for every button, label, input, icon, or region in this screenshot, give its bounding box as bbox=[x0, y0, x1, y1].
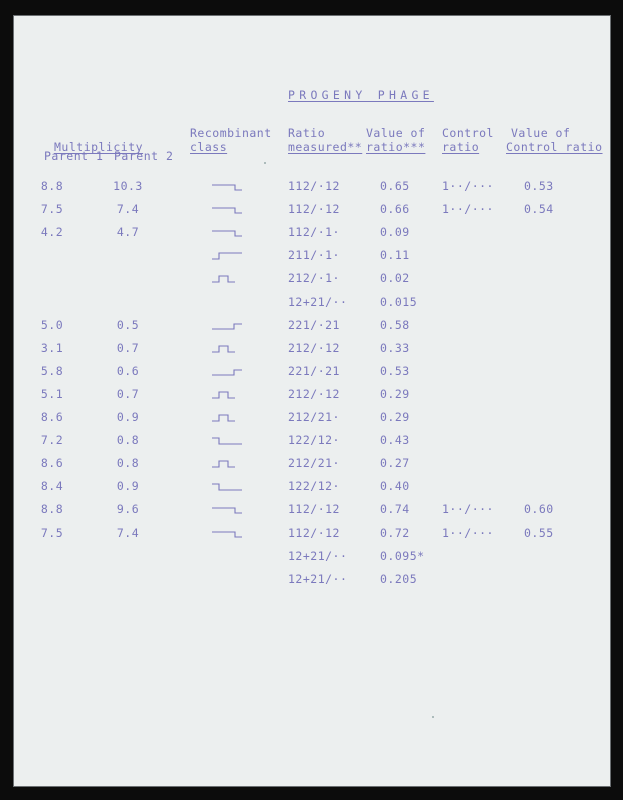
ratio-cell: 112/·12 bbox=[288, 525, 340, 540]
table-row bbox=[14, 433, 612, 451]
control-value-cell: 0.53 bbox=[524, 179, 554, 193]
table-row bbox=[14, 387, 612, 405]
table-row bbox=[14, 502, 612, 520]
parent2-cell: 0.5 bbox=[116, 317, 140, 332]
ratio-cell: 211/·1· bbox=[288, 248, 340, 263]
control-ratio-cell: 1··/··· bbox=[442, 502, 494, 517]
low-step-up-icon bbox=[210, 318, 270, 332]
ratio-cell: 122/12· bbox=[288, 433, 340, 448]
parent2-cell: 0.9 bbox=[116, 410, 140, 424]
ratio-cell: 112/·12 bbox=[288, 179, 340, 193]
col-value-control-line2: Control ratio bbox=[506, 140, 603, 154]
ratio-cell: 12+21/·· bbox=[288, 571, 348, 586]
high-step-down-icon bbox=[210, 433, 270, 447]
parent1-cell: 7.5 bbox=[40, 525, 64, 540]
col-value-control-line1: Value of bbox=[511, 126, 571, 140]
ratio-cell: 12+21/·· bbox=[288, 548, 348, 563]
ratio-cell: 212/·1· bbox=[288, 271, 340, 286]
table-row bbox=[14, 179, 612, 197]
value-cell: 0.65 bbox=[380, 179, 410, 193]
col-value-line2: ratio*** bbox=[366, 140, 426, 154]
parent2-cell: 0.6 bbox=[116, 363, 140, 378]
parent2-cell: 0.7 bbox=[116, 386, 140, 401]
ratio-cell: 221/·21 bbox=[288, 317, 340, 332]
high-step-down-icon bbox=[210, 479, 270, 493]
parent1-cell: 5.0 bbox=[40, 317, 64, 332]
parent2-cell: 9.6 bbox=[116, 502, 140, 517]
value-cell: 0.205 bbox=[380, 571, 418, 586]
parent1-cell: 3.1 bbox=[40, 340, 64, 355]
col-multiplicity: Multiplicity bbox=[54, 140, 144, 154]
parent2-cell: 0.7 bbox=[116, 340, 140, 355]
ratio-cell: 122/12· bbox=[288, 479, 340, 494]
value-cell: 0.11 bbox=[380, 248, 410, 263]
parent1-cell: 8.6 bbox=[40, 410, 64, 424]
table-row bbox=[14, 202, 612, 220]
parent2-cell: 0.8 bbox=[116, 433, 140, 448]
parent2-cell: 0.8 bbox=[116, 456, 140, 471]
progeny-phage-header: PROGENY PHAGE bbox=[288, 88, 434, 102]
parent2-cell: 10.3 bbox=[113, 179, 143, 193]
parent1-cell: 8.4 bbox=[40, 479, 64, 494]
step-down-icon bbox=[210, 202, 270, 216]
subheader-parent1: Parent 1 bbox=[44, 149, 104, 163]
control-ratio-cell: 1··/··· bbox=[442, 202, 494, 217]
control-value-cell: 0.54 bbox=[524, 202, 554, 217]
col-ratio-line1: Ratio bbox=[288, 126, 326, 140]
parent1-cell: 5.8 bbox=[40, 363, 64, 378]
table-row bbox=[14, 295, 612, 313]
table-row bbox=[14, 364, 612, 382]
ratio-cell: 212/·12 bbox=[288, 386, 340, 401]
ratio-cell: 212/·12 bbox=[288, 340, 340, 355]
pulse-icon bbox=[210, 271, 270, 285]
value-cell: 0.40 bbox=[380, 479, 410, 494]
parent1-cell: 8.8 bbox=[40, 179, 64, 193]
parent1-cell: 8.6 bbox=[40, 456, 64, 471]
control-ratio-cell: 1··/··· bbox=[442, 179, 494, 193]
value-cell: 0.09 bbox=[380, 225, 410, 240]
value-cell: 0.02 bbox=[380, 271, 410, 286]
table-row bbox=[14, 341, 612, 359]
document-page bbox=[13, 15, 611, 787]
parent1-cell: 7.5 bbox=[40, 202, 64, 217]
pulse-icon bbox=[210, 387, 270, 401]
col-ratio-line2: measured** bbox=[288, 140, 363, 154]
low-step-up-icon bbox=[210, 364, 270, 378]
table-row bbox=[14, 248, 612, 266]
col-recombinant-line1: Recombinant bbox=[190, 126, 272, 140]
table-row bbox=[14, 549, 612, 567]
step-down-icon bbox=[210, 526, 270, 540]
ratio-cell: 112/·1· bbox=[288, 225, 340, 240]
speck bbox=[432, 716, 434, 718]
value-cell: 0.53 bbox=[380, 363, 410, 378]
control-ratio-cell: 1··/··· bbox=[442, 525, 494, 540]
parent1-cell: 7.2 bbox=[40, 433, 64, 448]
value-cell: 0.33 bbox=[380, 340, 410, 355]
table-row bbox=[14, 410, 612, 428]
table-row bbox=[14, 318, 612, 336]
speck bbox=[264, 162, 266, 164]
table-row bbox=[14, 526, 612, 544]
ratio-cell: 112/·12 bbox=[288, 202, 340, 217]
subheader-parent2: Parent 2 bbox=[114, 149, 174, 163]
table-row bbox=[14, 271, 612, 289]
col-control-line2: ratio bbox=[442, 140, 480, 154]
ratio-cell: 212/21· bbox=[288, 456, 340, 471]
col-recombinant-line2: class bbox=[190, 140, 228, 154]
table-row bbox=[14, 479, 612, 497]
step-down-icon bbox=[210, 225, 270, 239]
control-value-cell: 0.55 bbox=[524, 525, 554, 540]
pulse-icon bbox=[210, 456, 270, 470]
table-row bbox=[14, 456, 612, 474]
parent2-cell: 0.9 bbox=[116, 479, 140, 494]
parent2-cell: 4.7 bbox=[116, 225, 140, 240]
ratio-cell: 212/21· bbox=[288, 410, 340, 424]
step-up-icon bbox=[210, 248, 270, 262]
value-cell: 0.29 bbox=[380, 410, 410, 424]
value-cell: 0.43 bbox=[380, 433, 410, 448]
col-value-line1: Value of bbox=[366, 126, 426, 140]
value-cell: 0.72 bbox=[380, 525, 410, 540]
parent1-cell: 5.1 bbox=[40, 386, 64, 401]
value-cell: 0.015 bbox=[380, 294, 418, 309]
value-cell: 0.095* bbox=[380, 548, 425, 563]
parent1-cell: 4.2 bbox=[40, 225, 64, 240]
pulse-icon bbox=[210, 410, 270, 424]
parent1-cell: 8.8 bbox=[40, 502, 64, 517]
step-down-icon bbox=[210, 502, 270, 516]
parent2-cell: 7.4 bbox=[116, 525, 140, 540]
value-cell: 0.58 bbox=[380, 317, 410, 332]
ratio-cell: 12+21/·· bbox=[288, 294, 348, 309]
step-down-icon bbox=[210, 179, 270, 193]
parent2-cell: 7.4 bbox=[116, 202, 140, 217]
table-row bbox=[14, 225, 612, 243]
control-value-cell: 0.60 bbox=[524, 502, 554, 517]
value-cell: 0.74 bbox=[380, 502, 410, 517]
value-cell: 0.27 bbox=[380, 456, 410, 471]
ratio-cell: 112/·12 bbox=[288, 502, 340, 517]
value-cell: 0.29 bbox=[380, 386, 410, 401]
col-control-line1: Control bbox=[442, 126, 494, 140]
pulse-icon bbox=[210, 341, 270, 355]
value-cell: 0.66 bbox=[380, 202, 410, 217]
ratio-cell: 221/·21 bbox=[288, 363, 340, 378]
table-row bbox=[14, 572, 612, 590]
